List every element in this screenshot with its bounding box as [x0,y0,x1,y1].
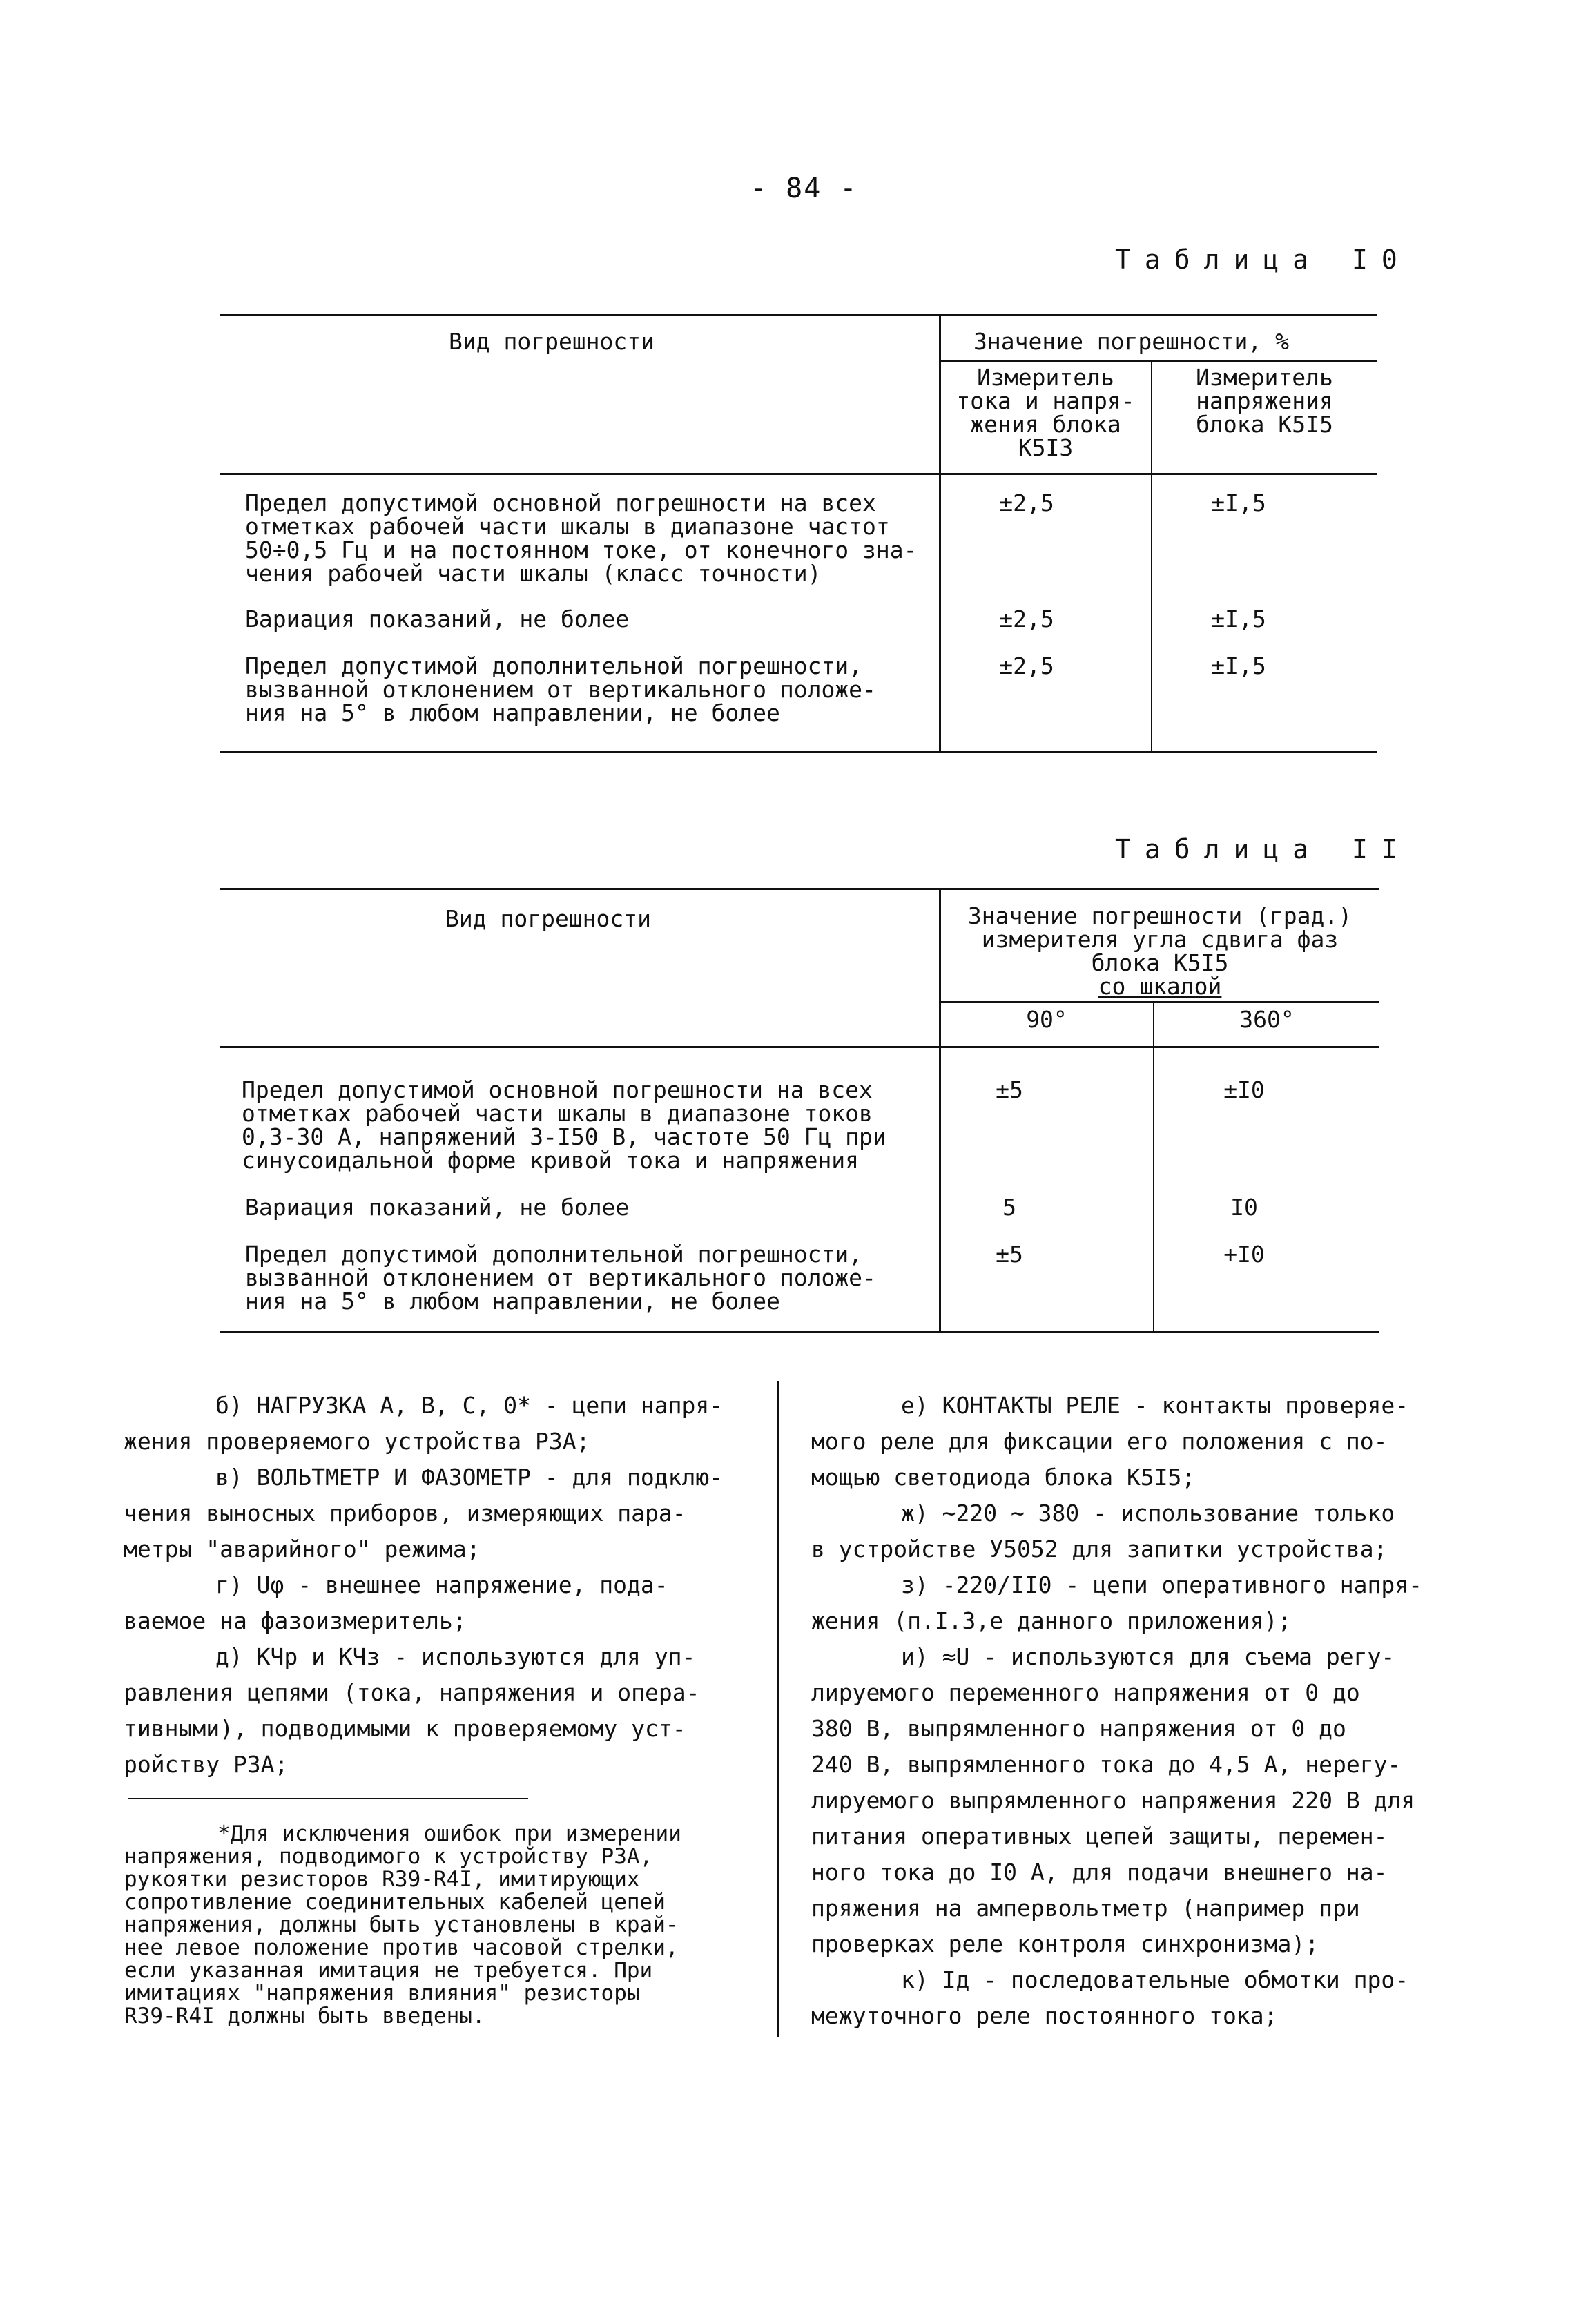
right-column-line-11: 240 В, выпрямленного тока до 4,5 А, нерегу- [811,1751,1402,1778]
table-10-row-1-value-2: ±I,5 [1211,490,1266,516]
table-11-row-2-value-1: 5 [1002,1194,1016,1221]
table-10-top-border [220,314,1377,316]
left-column-line-2: жения проверяемого устройства РЗА; [124,1428,590,1455]
right-column-line-1: е) КОНТАКТЫ РЕЛЕ - контакты проверяе- [901,1392,1409,1419]
table-11-row-1-value-2: ±I0 [1223,1076,1265,1103]
left-column-line-6: г) Uφ - внешнее напряжение, пода- [215,1571,668,1598]
column-divider [777,1381,779,2037]
footnote-line-6: нее левое положение против часовой стрелки, [124,1935,679,1960]
table-11-subheader-border [939,1001,1379,1003]
table-10-row-1-text: Предел допустимой основной погрешности на всех отметках рабочей части шкалы в диапазоне частот 50÷0,5 Гц и на постоянном токе, от конечного зна- чения рабочей части шкалы (класс точности) [245,490,918,587]
right-column-line-15: пряжения на ампервольтметр (например при [811,1895,1360,1921]
left-column-line-4: чения выносных приборов, измеряющих пара- [124,1500,686,1527]
right-column-text [811,1388,1422,2034]
footnote-line-4: сопротивление соединительных кабелей цепей [124,1890,666,1915]
table-10-header-border [220,473,1377,475]
table-10-sub1-header: Измеритель тока и напря- жения блока К5I3 [956,364,1135,461]
page-number: - 84 - [750,173,858,204]
table-10-row-3-text: Предел допустимой дополнительной погрешности, вызванной отклонением от вертикального положе- ния на 5° в любом направлении, не более [245,652,876,726]
footnote-line-9: R39-R4I должны быть введены. [124,2004,485,2028]
table-10-row-2-value-2: ±I,5 [1211,606,1266,632]
table-11-sub1-header: 90° [1026,1006,1067,1033]
table-11-row-2-text: Вариация показаний, не более [245,1194,630,1221]
left-column-line-9: равления цепями (тока, напряжения и опера- [124,1679,700,1706]
table-10-row-3-value-1: ±2,5 [999,652,1054,679]
right-column-line-9: лируемого переменного напряжения от 0 до [811,1679,1360,1706]
table-10-col-type-header: Вид погрешности [449,328,655,355]
table-10-subheader-border [939,360,1377,362]
table-10-bottom-border [220,751,1377,753]
table-11-header-border [220,1046,1379,1048]
right-column-line-8: и) ≈U - используются для съема регу- [901,1643,1395,1670]
table-10-row-2-text: Вариация показаний, не более [245,606,630,632]
table-11-row-1-text: Предел допустимой основной погрешности на всех отметках рабочей части шкалы в диапазоне токов 0,3-30 А, напряжений 3-I50 В, частоте 50 Гц при синусоидальной форме кривой тока и напряжения [242,1076,886,1174]
right-column-line-10: 380 В, выпрямленного напряжения от 0 до [811,1715,1346,1742]
table-11-col-value-header: Значение погрешности (град.) измерителя угла сдвига фаз блока К5I5 со шкалой [967,902,1353,1000]
right-column-line-13: питания оперативных цепей защиты, перемен- [811,1823,1388,1850]
table-11-row-3-value-1: ±5 [996,1241,1023,1268]
table-11-subcol-divider [1153,1001,1154,1331]
right-column-line-2: мого реле для фиксации его положения с по- [811,1428,1388,1455]
footnote-line-8: имитациях "напряжения влияния" резисторы [124,1981,640,2006]
footnote-line-3: рукоятки резисторов R39-R4I, имитирующих [124,1867,640,1892]
table-10-row-1-value-1: ±2,5 [999,490,1054,516]
table-11-row-3-text: Предел допустимой дополнительной погрешности, вызванной отклонением от вертикального положе- ния на 5° в любом направлении, не более [245,1241,876,1315]
footnote-line-7: если указанная имитация не требуется. При [124,1958,653,1983]
table-11-top-border [220,888,1379,890]
table-11-sub2-header: 360° [1239,1006,1295,1033]
left-column-line-1: б) НАГРУЗКА А, В, С, 0* - цепи напря- [215,1392,724,1419]
table-11-row-2-value-2: I0 [1230,1194,1258,1221]
right-column-line-14: ного тока до I0 А, для подачи внешнего на- [811,1859,1388,1886]
left-column-line-11: ройству РЗА; [124,1751,289,1778]
footnote [124,1823,681,2028]
table-11-col-type-header: Вид погрешности [445,905,652,932]
right-column-line-16: проверках реле контроля синхронизма); [811,1930,1319,1957]
left-column-line-8: д) КЧр и КЧз - используются для уп- [215,1643,696,1670]
left-column-text [124,1388,724,1783]
footnote-line-5: напряжения, должны быть установлены в край- [124,1913,679,1937]
table-10-row-3-value-2: ±I,5 [1211,652,1266,679]
right-column-line-6: з) -220/II0 - цепи оперативного напря- [901,1571,1422,1598]
left-column-line-10: тивными), подводимыми к проверяемому уст- [124,1715,686,1742]
right-column-line-12: лируемого выпрямленного напряжения 220 В для [811,1787,1415,1814]
footnote-separator [128,1798,528,1799]
right-column-line-4: ж) ~220 ~ 380 - использование только [901,1500,1395,1527]
right-column-line-17: к) Iд - последовательные обмотки про- [901,1966,1409,1993]
table-10-caption: Таблица I0 [1115,244,1411,275]
left-column-line-5: метры "аварийного" режима; [124,1536,481,1562]
table-11-caption: Таблица II [1115,834,1411,864]
table-11-bottom-border [220,1331,1379,1333]
right-column-line-5: в устройстве У5052 для запитки устройства; [811,1536,1388,1562]
right-column-line-7: жения (п.I.3,е данного приложения); [811,1607,1292,1634]
right-column-line-18: межуточного реле постоянного тока; [811,2002,1278,2029]
table-10-row-2-value-1: ±2,5 [999,606,1054,632]
footnote-line-2: напряжения, подводимого к устройству РЗА, [124,1844,653,1869]
left-column-line-3: в) ВОЛЬТМЕТР И ФАЗОМЕТР - для подклю- [215,1464,724,1491]
table-11-row-3-value-2: +I0 [1223,1241,1265,1268]
left-column-line-7: ваемое на фазоизмеритель; [124,1607,467,1634]
table-11-row-1-value-1: ±5 [996,1076,1023,1103]
table-10-sub2-header: Измеритель напряжения блока К5I5 [1196,364,1333,438]
right-column-line-3: мощью светодиода блока К5I5; [811,1464,1196,1491]
footnote-line-1: *Для исключения ошибок при измерении [217,1821,681,1846]
table-10-col-value-header: Значение погрешности, % [973,328,1289,355]
